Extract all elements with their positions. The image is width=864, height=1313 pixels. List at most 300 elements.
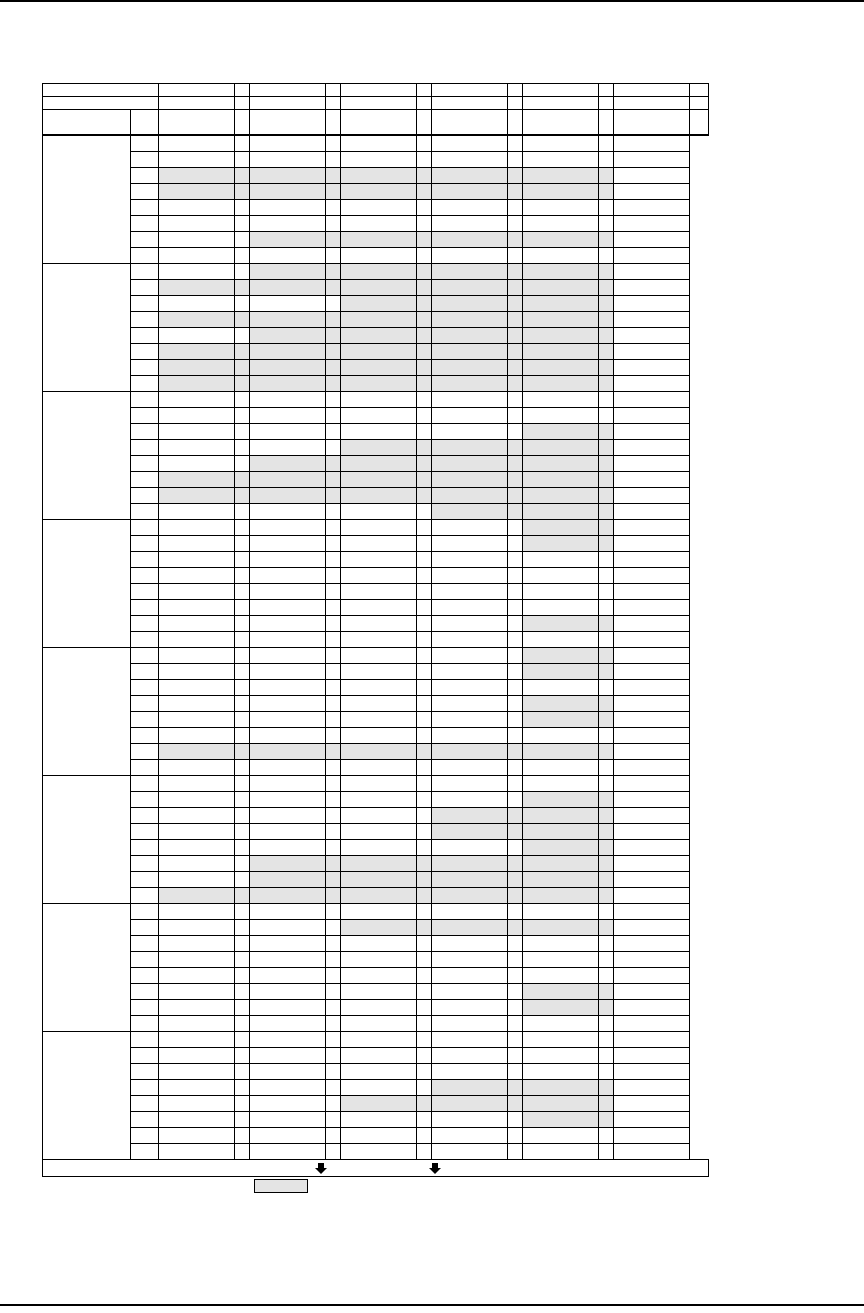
- table-row: [43, 648, 709, 664]
- flag-cell: [235, 1064, 250, 1080]
- flag-cell: [508, 360, 523, 376]
- flag-cell: [326, 216, 341, 232]
- table-row: [43, 184, 709, 200]
- value-cell: [250, 200, 326, 216]
- flag-cell: [599, 616, 614, 632]
- flag-cell: [599, 808, 614, 824]
- flag-cell: [326, 856, 341, 872]
- row-index-cell: [131, 440, 159, 456]
- value-cell: [432, 696, 508, 712]
- value-cell: [432, 968, 508, 984]
- value-cell: [523, 888, 599, 904]
- flag-cell: [326, 552, 341, 568]
- table-row: [43, 1096, 709, 1112]
- table-row: [43, 904, 709, 920]
- flag-cell: [599, 1144, 614, 1160]
- header-row: [43, 97, 709, 110]
- flag-cell: [508, 1048, 523, 1064]
- table-row: [43, 600, 709, 616]
- table-row: [43, 232, 709, 248]
- flag-cell: [235, 536, 250, 552]
- value-cell: [341, 808, 417, 824]
- row-index-cell: [131, 344, 159, 360]
- value-cell: [159, 1048, 235, 1064]
- value-cell: [341, 760, 417, 776]
- value-cell: [523, 664, 599, 680]
- value-cell: [614, 904, 690, 920]
- flag-cell: [508, 472, 523, 488]
- row-index-cell: [131, 424, 159, 440]
- header-cell: [159, 84, 235, 97]
- table-row: [43, 808, 709, 824]
- value-cell: [614, 984, 690, 1000]
- flag-cell: [235, 1144, 250, 1160]
- value-cell: [432, 680, 508, 696]
- flag-cell: [599, 312, 614, 328]
- value-cell: [341, 328, 417, 344]
- flag-cell: [326, 936, 341, 952]
- table-row: [43, 1032, 709, 1048]
- flag-cell: [235, 1080, 250, 1096]
- value-cell: [614, 952, 690, 968]
- header-cell: [235, 84, 250, 97]
- value-cell: [250, 424, 326, 440]
- value-cell: [250, 616, 326, 632]
- value-cell: [523, 1016, 599, 1032]
- row-index-cell: [131, 760, 159, 776]
- flag-cell: [235, 408, 250, 424]
- header-cell: [43, 110, 131, 136]
- flag-cell: [326, 1144, 341, 1160]
- value-cell: [250, 872, 326, 888]
- value-cell: [432, 456, 508, 472]
- value-cell: [614, 456, 690, 472]
- flag-cell: [508, 776, 523, 792]
- flag-cell: [599, 840, 614, 856]
- table-row: [43, 872, 709, 888]
- flag-cell: [599, 600, 614, 616]
- value-cell: [341, 568, 417, 584]
- value-cell: [432, 872, 508, 888]
- flag-cell: [235, 152, 250, 168]
- table-body: [43, 84, 709, 1177]
- header-cell: [432, 84, 508, 97]
- footer-row: [43, 1160, 709, 1177]
- value-cell: [523, 952, 599, 968]
- value-cell: [250, 552, 326, 568]
- value-cell: [159, 664, 235, 680]
- flag-cell: [508, 904, 523, 920]
- flag-cell: [417, 1144, 432, 1160]
- flag-cell: [326, 248, 341, 264]
- flag-cell: [326, 744, 341, 760]
- value-cell: [159, 408, 235, 424]
- flag-cell: [417, 488, 432, 504]
- table-row: [43, 392, 709, 408]
- row-index-cell: [131, 200, 159, 216]
- flag-cell: [417, 392, 432, 408]
- flag-cell: [508, 184, 523, 200]
- value-cell: [432, 856, 508, 872]
- value-cell: [432, 1096, 508, 1112]
- legend-shaded-swatch: [254, 1179, 308, 1193]
- table-row: [43, 936, 709, 952]
- table-row: [43, 680, 709, 696]
- flag-cell: [599, 984, 614, 1000]
- flag-cell: [417, 536, 432, 552]
- value-cell: [614, 920, 690, 936]
- value-cell: [523, 968, 599, 984]
- top-rule: [0, 0, 864, 2]
- value-cell: [341, 135, 417, 152]
- value-cell: [159, 168, 235, 184]
- header-cell: [417, 110, 432, 136]
- value-cell: [614, 1080, 690, 1096]
- flag-cell: [235, 216, 250, 232]
- flag-cell: [417, 728, 432, 744]
- flag-cell: [326, 1112, 341, 1128]
- flag-cell: [235, 280, 250, 296]
- value-cell: [341, 1128, 417, 1144]
- value-cell: [523, 328, 599, 344]
- flag-cell: [235, 952, 250, 968]
- value-cell: [432, 216, 508, 232]
- flag-cell: [417, 296, 432, 312]
- flag-cell: [599, 296, 614, 312]
- value-cell: [614, 360, 690, 376]
- flag-cell: [417, 408, 432, 424]
- value-cell: [523, 680, 599, 696]
- row-index-cell: [131, 584, 159, 600]
- value-cell: [341, 200, 417, 216]
- value-cell: [614, 1016, 690, 1032]
- table-row: [43, 536, 709, 552]
- value-cell: [432, 440, 508, 456]
- value-cell: [250, 1000, 326, 1016]
- value-cell: [614, 200, 690, 216]
- value-cell: [159, 936, 235, 952]
- schedule-table: [42, 83, 709, 1177]
- flag-cell: [508, 632, 523, 648]
- value-cell: [250, 1064, 326, 1080]
- flag-cell: [508, 856, 523, 872]
- value-cell: [432, 904, 508, 920]
- value-cell: [523, 424, 599, 440]
- value-cell: [432, 792, 508, 808]
- flag-cell: [508, 1032, 523, 1048]
- table-row: [43, 552, 709, 568]
- value-cell: [614, 1112, 690, 1128]
- row-index-cell: [131, 296, 159, 312]
- value-cell: [250, 856, 326, 872]
- flag-cell: [235, 728, 250, 744]
- flag-cell: [326, 1080, 341, 1096]
- value-cell: [523, 200, 599, 216]
- header-cell: [508, 97, 523, 110]
- flag-cell: [508, 984, 523, 1000]
- flag-cell: [599, 936, 614, 952]
- header-cell: [235, 110, 250, 136]
- flag-cell: [235, 1000, 250, 1016]
- value-cell: [159, 856, 235, 872]
- value-cell: [341, 968, 417, 984]
- flag-cell: [508, 344, 523, 360]
- flag-cell: [326, 456, 341, 472]
- flag-cell: [508, 1016, 523, 1032]
- table-row: [43, 776, 709, 792]
- flag-cell: [508, 312, 523, 328]
- table-row: [43, 360, 709, 376]
- flag-cell: [508, 1112, 523, 1128]
- flag-cell: [417, 712, 432, 728]
- flag-cell: [599, 968, 614, 984]
- value-cell: [159, 584, 235, 600]
- value-cell: [523, 280, 599, 296]
- row-index-cell: [131, 152, 159, 168]
- value-cell: [523, 904, 599, 920]
- value-cell: [159, 296, 235, 312]
- value-cell: [523, 760, 599, 776]
- value-cell: [341, 424, 417, 440]
- value-cell: [250, 632, 326, 648]
- table-row: [43, 664, 709, 680]
- row-index-cell: [131, 536, 159, 552]
- value-cell: [614, 392, 690, 408]
- value-cell: [159, 824, 235, 840]
- value-cell: [159, 216, 235, 232]
- flag-cell: [417, 968, 432, 984]
- value-cell: [341, 936, 417, 952]
- value-cell: [614, 552, 690, 568]
- flag-cell: [508, 760, 523, 776]
- value-cell: [614, 216, 690, 232]
- flag-cell: [326, 1016, 341, 1032]
- value-cell: [614, 264, 690, 280]
- flag-cell: [417, 648, 432, 664]
- value-cell: [250, 968, 326, 984]
- table-row: [43, 152, 709, 168]
- value-cell: [250, 408, 326, 424]
- flag-cell: [417, 424, 432, 440]
- value-cell: [614, 312, 690, 328]
- value-cell: [432, 600, 508, 616]
- value-cell: [432, 712, 508, 728]
- value-cell: [159, 280, 235, 296]
- value-cell: [250, 952, 326, 968]
- value-cell: [432, 1000, 508, 1016]
- flag-cell: [417, 744, 432, 760]
- value-cell: [341, 344, 417, 360]
- value-cell: [432, 1144, 508, 1160]
- value-cell: [341, 920, 417, 936]
- flag-cell: [326, 152, 341, 168]
- flag-cell: [599, 488, 614, 504]
- value-cell: [523, 808, 599, 824]
- value-cell: [341, 1032, 417, 1048]
- flag-cell: [417, 360, 432, 376]
- value-cell: [159, 696, 235, 712]
- group-label-cell: [43, 520, 131, 648]
- flag-cell: [508, 536, 523, 552]
- row-index-cell: [131, 472, 159, 488]
- flag-cell: [417, 552, 432, 568]
- value-cell: [250, 888, 326, 904]
- bottom-rule: [0, 1304, 864, 1306]
- row-index-cell: [131, 840, 159, 856]
- value-cell: [432, 408, 508, 424]
- table-row: [43, 712, 709, 728]
- value-cell: [341, 1048, 417, 1064]
- value-cell: [159, 552, 235, 568]
- value-cell: [614, 1064, 690, 1080]
- flag-cell: [508, 216, 523, 232]
- value-cell: [523, 376, 599, 392]
- row-index-cell: [131, 168, 159, 184]
- table-row: [43, 1080, 709, 1096]
- flag-cell: [417, 135, 432, 152]
- value-cell: [250, 808, 326, 824]
- value-cell: [159, 968, 235, 984]
- value-cell: [432, 840, 508, 856]
- footer-cell: [43, 1160, 709, 1177]
- row-index-cell: [131, 680, 159, 696]
- flag-cell: [417, 984, 432, 1000]
- value-cell: [250, 488, 326, 504]
- flag-cell: [508, 248, 523, 264]
- value-cell: [159, 344, 235, 360]
- value-cell: [341, 712, 417, 728]
- flag-cell: [235, 776, 250, 792]
- value-cell: [341, 152, 417, 168]
- header-cell: [250, 110, 326, 136]
- value-cell: [250, 648, 326, 664]
- flag-cell: [508, 264, 523, 280]
- value-cell: [523, 312, 599, 328]
- header-cell: [508, 84, 523, 97]
- flag-cell: [599, 440, 614, 456]
- group-label-cell: [43, 264, 131, 392]
- table-row: [43, 696, 709, 712]
- value-cell: [614, 488, 690, 504]
- flag-cell: [599, 456, 614, 472]
- flag-cell: [326, 1096, 341, 1112]
- flag-cell: [326, 280, 341, 296]
- flag-cell: [508, 712, 523, 728]
- value-cell: [341, 888, 417, 904]
- header-cell: [159, 97, 235, 110]
- value-cell: [250, 696, 326, 712]
- value-cell: [523, 344, 599, 360]
- header-cell: [599, 84, 614, 97]
- value-cell: [159, 840, 235, 856]
- value-cell: [614, 135, 690, 152]
- flag-cell: [235, 135, 250, 152]
- row-index-cell: [131, 648, 159, 664]
- flag-cell: [235, 504, 250, 520]
- flag-cell: [235, 312, 250, 328]
- value-cell: [341, 472, 417, 488]
- flag-cell: [508, 232, 523, 248]
- table-row: [43, 920, 709, 936]
- value-cell: [432, 296, 508, 312]
- value-cell: [523, 1032, 599, 1048]
- flag-cell: [599, 1000, 614, 1016]
- value-cell: [432, 936, 508, 952]
- flag-cell: [326, 792, 341, 808]
- flag-cell: [235, 904, 250, 920]
- flag-cell: [235, 520, 250, 536]
- value-cell: [159, 1128, 235, 1144]
- flag-cell: [417, 1112, 432, 1128]
- flag-cell: [235, 344, 250, 360]
- value-cell: [523, 1000, 599, 1016]
- header-cell: [131, 110, 159, 136]
- value-cell: [250, 376, 326, 392]
- flag-cell: [508, 888, 523, 904]
- value-cell: [614, 520, 690, 536]
- flag-cell: [508, 1000, 523, 1016]
- value-cell: [523, 456, 599, 472]
- value-cell: [523, 232, 599, 248]
- value-cell: [341, 360, 417, 376]
- flag-cell: [599, 888, 614, 904]
- table-row: [43, 296, 709, 312]
- value-cell: [341, 776, 417, 792]
- group-label-cell: [43, 1032, 131, 1160]
- value-cell: [159, 520, 235, 536]
- flag-cell: [508, 440, 523, 456]
- value-cell: [523, 248, 599, 264]
- flag-cell: [235, 184, 250, 200]
- flag-cell: [417, 760, 432, 776]
- value-cell: [614, 248, 690, 264]
- value-cell: [523, 1048, 599, 1064]
- flag-cell: [235, 680, 250, 696]
- table-row: [43, 632, 709, 648]
- value-cell: [159, 712, 235, 728]
- header-cell: [341, 97, 417, 110]
- flag-cell: [599, 184, 614, 200]
- table-row: [43, 616, 709, 632]
- flag-cell: [599, 376, 614, 392]
- value-cell: [341, 824, 417, 840]
- value-cell: [432, 1064, 508, 1080]
- value-cell: [614, 408, 690, 424]
- flag-cell: [235, 376, 250, 392]
- row-index-cell: [131, 728, 159, 744]
- table-row: [43, 1144, 709, 1160]
- schedule-grid: [42, 83, 708, 1177]
- flag-cell: [235, 824, 250, 840]
- flag-cell: [508, 280, 523, 296]
- flag-cell: [235, 568, 250, 584]
- table-row: [43, 856, 709, 872]
- value-cell: [250, 1032, 326, 1048]
- flag-cell: [599, 168, 614, 184]
- value-cell: [159, 392, 235, 408]
- flag-cell: [326, 200, 341, 216]
- value-cell: [341, 600, 417, 616]
- row-index-cell: [131, 552, 159, 568]
- row-index-cell: [131, 600, 159, 616]
- flag-cell: [326, 904, 341, 920]
- row-index-cell: [131, 1096, 159, 1112]
- header-cell: [690, 84, 709, 97]
- value-cell: [159, 1032, 235, 1048]
- value-cell: [432, 744, 508, 760]
- value-cell: [250, 456, 326, 472]
- value-cell: [250, 328, 326, 344]
